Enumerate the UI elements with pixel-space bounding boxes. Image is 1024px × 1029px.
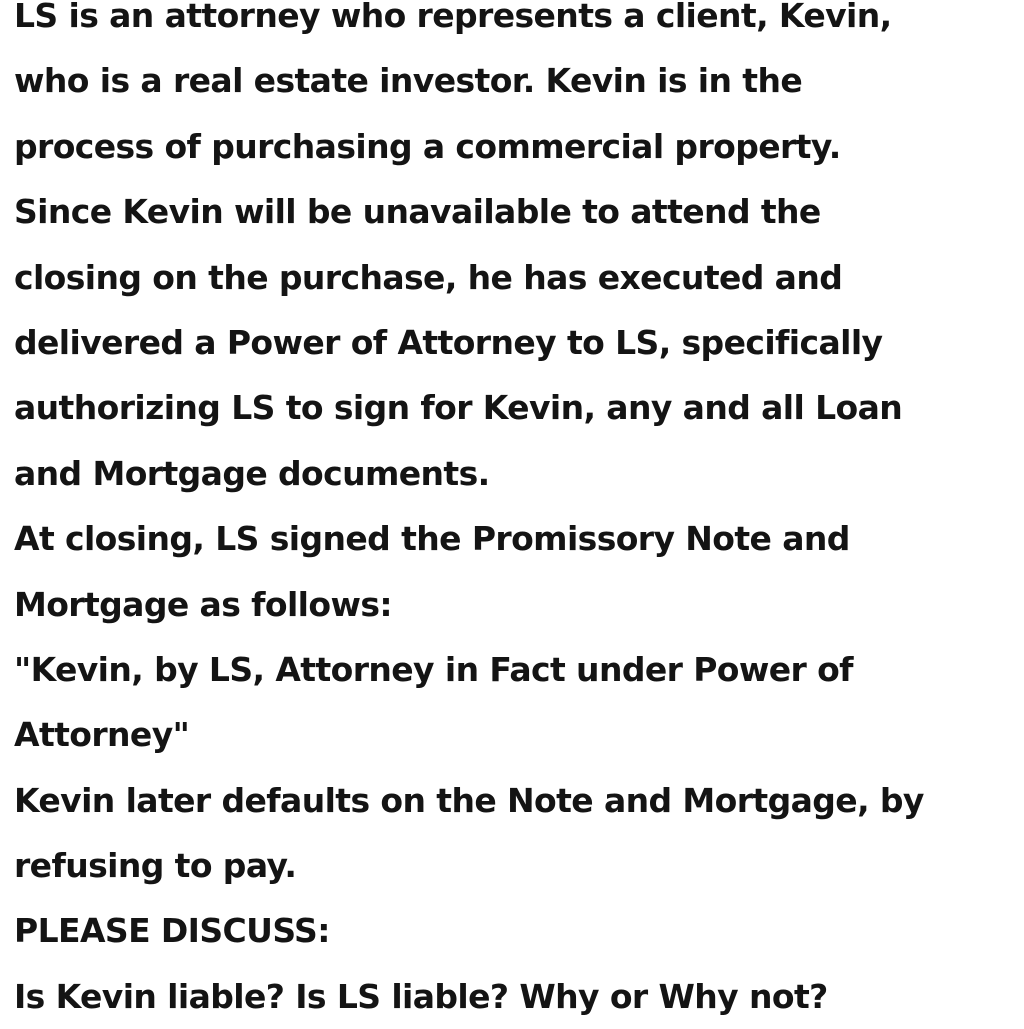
discussion-heading: PLEASE DISCUSS: [14, 911, 330, 951]
text-line: authorizing LS to sign for Kevin, any and all Loan [14, 388, 903, 428]
text-line: LS is an attorney who represents a client, Kevin, [14, 0, 892, 35]
text-line: process of purchasing a commercial property. [14, 126, 841, 166]
discussion-question: Is Kevin liable? Is LS liable? Why or Why not? [14, 976, 828, 1016]
text-line: refusing to pay. [14, 846, 297, 886]
text-line: "Kevin, by LS, Attorney in Fact under Power of [14, 649, 853, 689]
text-line: Mortgage as follows: [14, 584, 392, 624]
text-line: At closing, LS signed the Promissory Note and [14, 519, 850, 559]
text-line: Attorney" [14, 715, 190, 755]
document-text [14, 0, 1014, 1029]
text-line: Kevin later defaults on the Note and Mortgage, by [14, 780, 924, 820]
text-line: who is a real estate investor. Kevin is in the [14, 61, 803, 101]
text-line: and Mortgage documents. [14, 453, 490, 493]
text-line: Since Kevin will be unavailable to attend the [14, 192, 821, 232]
text-line: closing on the purchase, he has executed and [14, 257, 843, 297]
text-line: delivered a Power of Attorney to LS, specifically [14, 322, 883, 362]
